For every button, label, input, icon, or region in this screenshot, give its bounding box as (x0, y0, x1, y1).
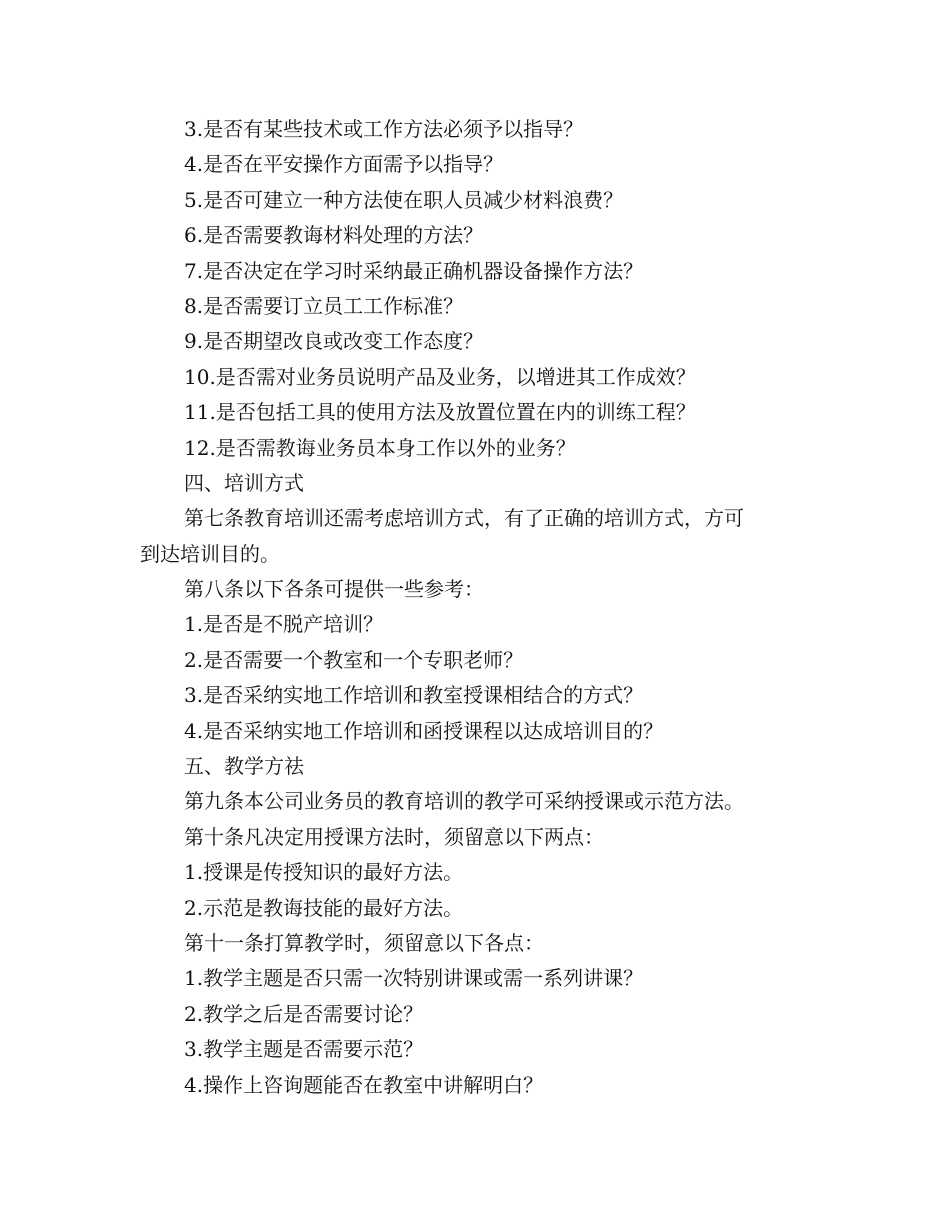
list-item: 2.教学之后是否需要讨论？ (184, 1001, 424, 1026)
list-item: 2.是否需要一个教室和一个专职老师？ (184, 647, 524, 672)
list-item: 9.是否期望改良或改变工作态度？ (184, 329, 484, 354)
section-heading: 五、教学方祛 (184, 754, 304, 779)
paragraph-line: 第八条以下各条可提供一些参考： (184, 577, 484, 602)
list-item: 4.是否在平安操作方面需予以指导？ (184, 152, 504, 177)
list-item: 1.授课是传授知识的最好方法。 (184, 860, 464, 885)
list-item: 5.是否可建立一种方法使在职人员减少材料浪费？ (184, 187, 624, 212)
list-item: 8.是否需要订立员工工作标准？ (184, 293, 464, 318)
list-item: 7.是否决定在学习时采纳最正确机器设备操作方法？ (184, 258, 644, 283)
list-item: 3.教学主题是否需要示范？ (184, 1037, 424, 1062)
paragraph-line: 第十条凡决定用授课方法时，须留意以下两点： (184, 824, 604, 849)
paragraph-line: 第七条教育培训还需考虑培训方式，有了正确的培训方式，方可 (184, 506, 744, 531)
paragraph-line: 到达培训目的。 (140, 541, 280, 566)
paragraph-line: 第九条本公司业务员的教育培训的教学可采纳授课或示范方法。 (184, 789, 744, 814)
list-item: 3.是否采纳实地工作培训和教室授课相结合的方式？ (184, 683, 644, 708)
list-item: 6.是否需要教诲材料处理的方法？ (184, 223, 484, 248)
list-item: 11.是否包括工具的使用方法及放置位置在内的训练工程？ (184, 400, 696, 425)
list-item: 3.是否有某些技术或工作方法必须予以指导？ (184, 117, 584, 141)
list-item: 4.操作上咨询题能否在教室中讲解明白？ (184, 1072, 544, 1097)
list-item: 2.示范是教诲技能的最好方法。 (184, 895, 464, 920)
document-body (140, 112, 820, 1103)
section-heading: 四、培训方式 (184, 470, 304, 495)
list-item: 12.是否需教诲业务员本身工作以外的业务？ (184, 435, 576, 460)
list-item: 4.是否采纳实地工作培训和函授课程以达成培训目的？ (184, 718, 664, 743)
list-item: 1.教学主题是否只需一次特别讲课或需一系列讲课？ (184, 966, 644, 991)
paragraph-line: 第十一条打算教学时，须留意以下各点： (184, 930, 544, 955)
list-item: 1.是否是不脱产培训？ (184, 612, 384, 637)
list-item: 10.是否需对业务员说明产品及业务，以增进其工作成效？ (184, 364, 696, 389)
